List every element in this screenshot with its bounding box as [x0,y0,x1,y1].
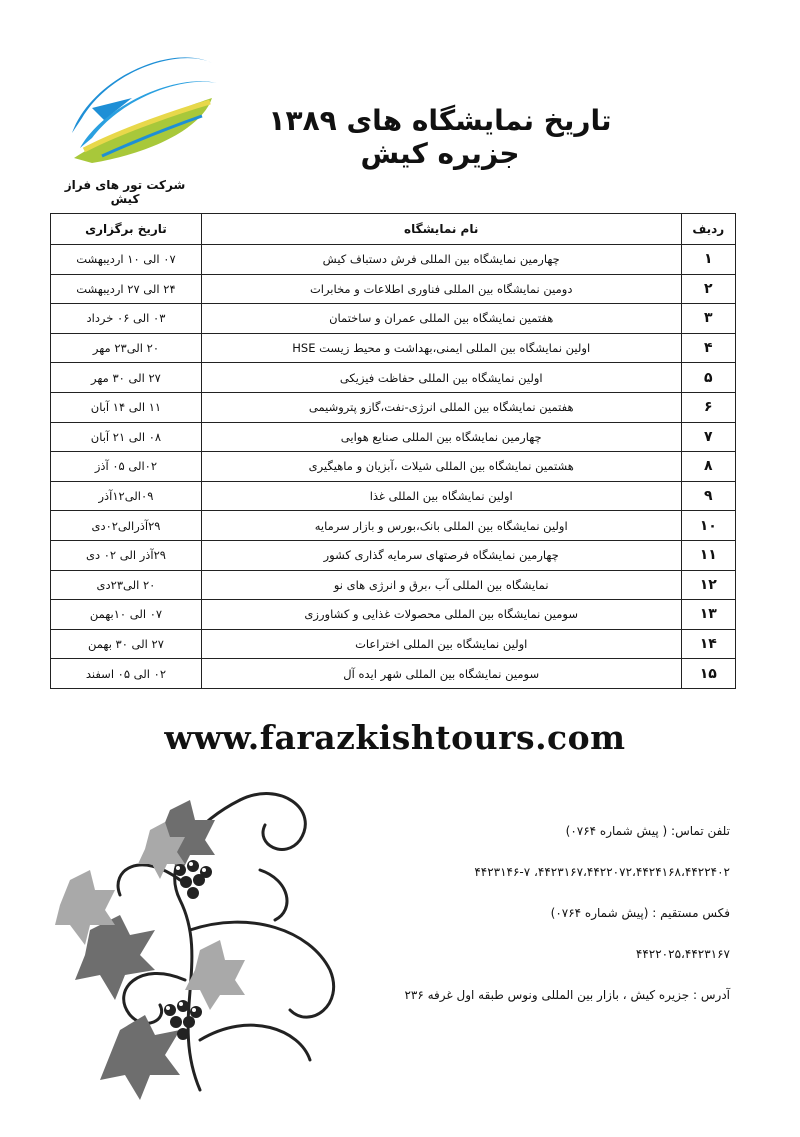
exhibition-name: نمایشگاه بین المللی آب ،برق و انرژی های نو [201,570,681,600]
page-title: تاریخ نمایشگاه های ۱۳۸۹ جزیره کیش [268,104,612,170]
exhibition-date: ۲۰ الی۲۳دی [51,570,202,600]
table-row [51,540,736,570]
row-number: ۳ [681,304,735,334]
column-header-exhibition-name: نام نمایشگاه [201,214,681,245]
table-row [51,304,736,334]
exhibition-name: چهارمین نمایشگاه بین المللی فرش دستباف کیش [201,245,681,275]
table-row [51,363,736,393]
row-number: ۲ [681,274,735,304]
exhibition-date: ۰۸ الی ۲۱ آبان [51,422,202,452]
company-logo [62,38,222,168]
address: آدرس : جزیره کیش ، بازار بین المللی ونوس طبقه اول غرفه ۲۳۶ [404,988,730,1002]
website-url[interactable]: www.farazkishtours.com [164,718,626,757]
table-row [51,245,736,275]
row-number: ۱۲ [681,570,735,600]
table-row [51,333,736,363]
exhibition-date: ۰۷ الی ۱۰ اردیبهشت [51,245,202,275]
column-header-date: تاریخ برگزاری [51,214,202,245]
exhibition-date: ۲۷ الی ۳۰ بهمن [51,629,202,659]
contact-info [390,820,730,1025]
row-number: ۶ [681,392,735,422]
exhibition-date: ۰۲الی ۰۵ آذز [51,452,202,482]
table-row [51,629,736,659]
exhibition-date: ۲۴ الی ۲۷ اردیبهشت [51,274,202,304]
exhibition-name: اولین نمایشگاه بین المللی حفاظت فیزیکی [201,363,681,393]
table-row [51,600,736,630]
company-name: شرکت تور های فراز کیش [64,178,186,206]
table-row [51,659,736,689]
exhibition-date: ۰۳ الی ۰۶ خرداد [51,304,202,334]
row-number: ۴ [681,333,735,363]
exhibition-date: ۲۹آذرالی۰۲دی [51,511,202,541]
row-number: ۸ [681,452,735,482]
column-header-row-number: ردیف [681,214,735,245]
row-number: ۱ [681,245,735,275]
exhibition-date: ۲۹آذر الی ۰۲ دی [51,540,202,570]
exhibition-name: دومین نمایشگاه بین المللی فناوری اطلاعات و مخابرات [201,274,681,304]
exhibition-date: ۱۱ الی ۱۴ آبان [51,392,202,422]
table-row [51,392,736,422]
row-number: ۷ [681,422,735,452]
floral-ornament [50,760,390,1100]
row-number: ۱۴ [681,629,735,659]
phone-label: تلفن تماس: ( پیش شماره ۰۷۶۴) [565,824,730,838]
exhibition-date: ۰۷ الی ۱۰بهمن [51,600,202,630]
exhibition-name: اولین نمایشگاه بین المللی غذا [201,481,681,511]
row-number: ۹ [681,481,735,511]
exhibition-name: هفتمین نمایشگاه بین المللی انرژی-نفت،گازو پتروشیمی [201,392,681,422]
exhibition-name: سومین نمایشگاه بین المللی شهر ایده آل [201,659,681,689]
exhibition-name: هشتمین نمایشگاه بین المللی شیلات ،آبزیان و ماهیگیری [201,452,681,482]
exhibitions-table [50,213,736,689]
exhibition-date: ۲۰ الی۲۳ مهر [51,333,202,363]
table-header-row [51,214,736,245]
row-number: ۱۰ [681,511,735,541]
row-number: ۱۵ [681,659,735,689]
exhibition-name: سومین نمایشگاه بین المللی محصولات غذایی و کشاورزی [201,600,681,630]
exhibition-name: هفتمین نمایشگاه بین المللی عمران و ساختمان [201,304,681,334]
fax-numbers: ۴۴۲۲۰۲۵،۴۴۲۳۱۶۷ [635,947,730,961]
row-number: ۵ [681,363,735,393]
fax-label: فکس مستقیم : (پیش شماره ۰۷۶۴) [550,906,730,920]
table-row [51,452,736,482]
table-row [51,511,736,541]
phone-numbers: ۴۴۲۳۱۶۷،۴۴۲۲۰۷۲،۴۴۲۴۱۶۸،۴۴۲۲۴۰۲، ۴۴۲۳۱۴۶-۷ [474,865,730,879]
table-row [51,481,736,511]
exhibition-date: ۰۹الی۱۲آذر [51,481,202,511]
exhibition-name: چهارمین نمایشگاه فرصتهای سرمایه گذاری کشور [201,540,681,570]
exhibition-name: اولین نمایشگاه بین المللی ایمنی،بهداشت و محیط زیست HSE [201,333,681,363]
exhibition-date: ۰۲ الی ۰۵ اسفند [51,659,202,689]
exhibition-date: ۲۷ الی ۳۰ مهر [51,363,202,393]
exhibition-name: اولین نمایشگاه بین المللی اختراعات [201,629,681,659]
table-row [51,422,736,452]
exhibition-name: اولین نمایشگاه بین المللی بانک،بورس و بازار سرمایه [201,511,681,541]
table-row [51,570,736,600]
row-number: ۱۱ [681,540,735,570]
table-row [51,274,736,304]
exhibition-name: چهارمین نمایشگاه بین المللی صنایع هوایی [201,422,681,452]
row-number: ۱۳ [681,600,735,630]
